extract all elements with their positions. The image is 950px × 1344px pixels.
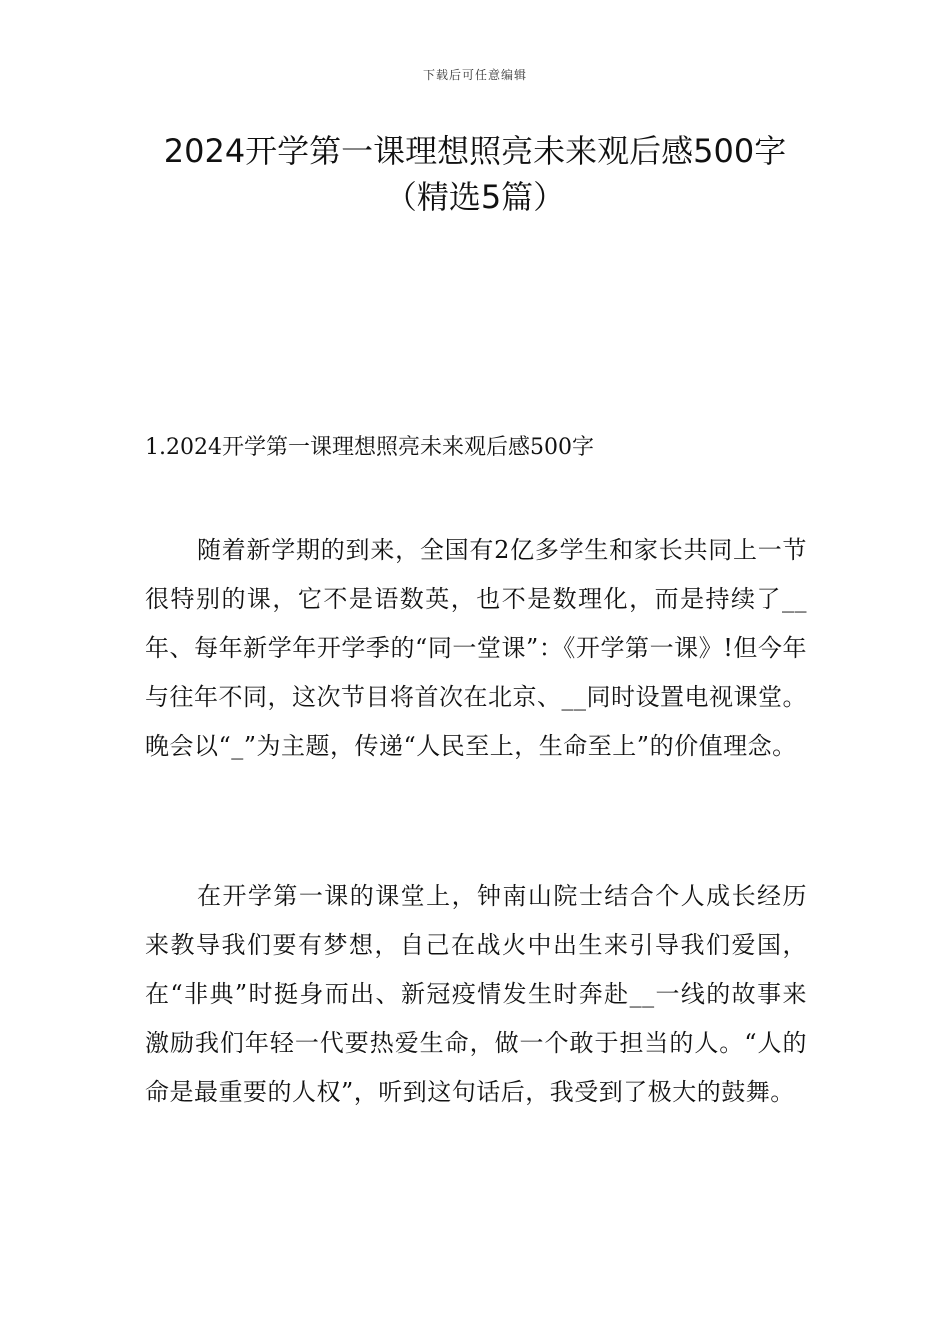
- body-paragraph-2: 在开学第一课的课堂上，钟南山院士结合个人成长经历来教导我们要有梦想，自己在战火中出生来引导我们爱国，在“非典”时挺身而出、新冠疫情发生时奔赴__一线的故事来激励我们年轻一代要热爱生命，做一个敢于担当的人。“人的命是最重要的人权”，听到这句话后，我受到了极大的鼓舞。: [145, 882, 807, 1106]
- document-title: 2024开学第一课理想照亮未来观后感500字（精选5篇）: [163, 132, 787, 216]
- section-heading: 1.2024开学第一课理想照亮未来观后感500字: [145, 435, 594, 460]
- body-paragraph-1: 随着新学期的到来，全国有2亿多学生和家长共同上一节很特别的课，它不是语数英，也不是数理化，而是持续了__年、每年新学年开学季的“同一堂课”：《开学第一课》!但今年与往年不同，这次节目将首次在北京、__同时设置电视课堂。晚会以“_”为主题，传递“人民至上，生命至上”的价值理念。: [145, 536, 807, 760]
- header-note: 下载后可任意编辑: [422, 68, 527, 82]
